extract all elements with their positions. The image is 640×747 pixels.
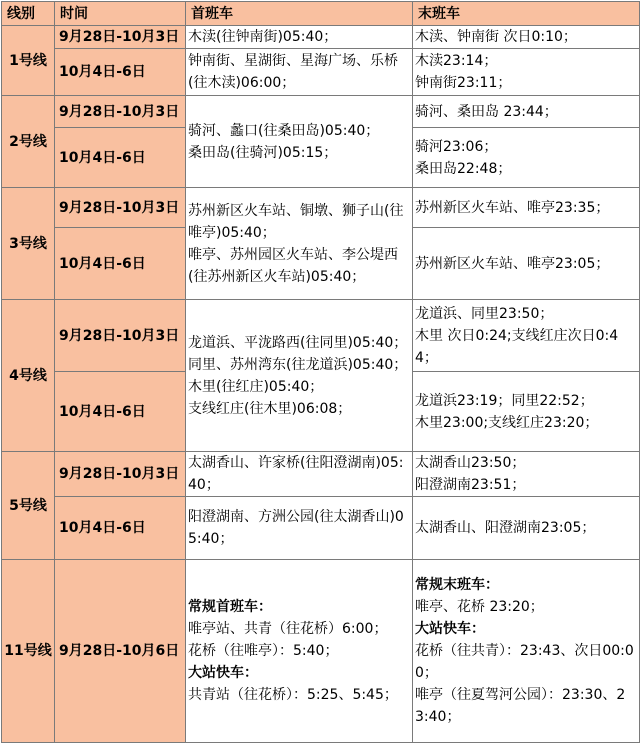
table-row xyxy=(2,96,640,128)
header-row xyxy=(2,2,640,26)
table-row xyxy=(2,497,640,560)
first-train-cell: 木渎(往钟南街)05:40； xyxy=(186,26,413,49)
last-train-cell: 苏州新区火车站、唯亭23:35； xyxy=(413,188,640,228)
first-train-cell: 龙道浜、平泷路西(往同里)05:40； 同里、苏州湾东(往龙道浜)05:40； 木里(往红庄)05:40； 支线红庄(往木里)06:08； xyxy=(186,300,413,452)
first-train-cell: 骑河、蠡口(往桑田岛)05:40； 桑田岛(往骑河)05:15； xyxy=(186,96,413,188)
first-train-cell: 苏州新区火车站、铜墩、狮子山(往唯亭)05:40； 唯亭、苏州园区火车站、李公堤西(往苏州新区火车站)05:40； xyxy=(186,188,413,300)
line-name: 2号线 xyxy=(2,96,55,188)
table-row xyxy=(2,300,640,372)
express-label: 大站快车： xyxy=(188,665,258,681)
metro-schedule-table xyxy=(1,1,640,743)
table-row xyxy=(2,49,640,96)
time-range: 9月28日-10月3日 xyxy=(55,188,186,228)
time-range: 9月28日-10月3日 xyxy=(55,300,186,372)
express-label: 大站快车： xyxy=(415,621,485,637)
table-row xyxy=(2,452,640,497)
regular-last-train-label: 常规末班车： xyxy=(415,577,499,593)
header-line: 线别 xyxy=(2,2,55,26)
first-train-cell: 钟南街、星湖街、星海广场、乐桥(往木渎)06:00； xyxy=(186,49,413,96)
last-train-cell: 苏州新区火车站、唯亭23:05； xyxy=(413,228,640,300)
last-train-cell: 常规末班车： 唯亭、花桥 23:20； 大站快车： 花桥（往共青）：23:43、次日00:00； 唯亭（往夏驾河公园）：23:30、23:40； xyxy=(413,560,640,743)
header-last-train: 末班车 xyxy=(413,2,640,26)
time-range: 9月28日-10月3日 xyxy=(55,452,186,497)
last-train-cell: 木渎23:14； 钟南街23:11； xyxy=(413,49,640,96)
first-train-cell: 太湖香山、许家桥(往阳澄湖南)05:40； xyxy=(186,452,413,497)
last-train-cell: 骑河、桑田岛 23:44； xyxy=(413,96,640,128)
time-range: 9月28日-10月6日 xyxy=(55,560,186,743)
last-train-cell: 太湖香山、阳澄湖南23:05； xyxy=(413,497,640,560)
last-train-cell: 太湖香山23:50； 阳澄湖南23:51； xyxy=(413,452,640,497)
last-train-cell: 木渎、钟南街 次日0:10； xyxy=(413,26,640,49)
first-train-cell: 常规首班车： 唯亭站、共青（往花桥）6:00； 花桥（往唯亭）：5:40； 大站快车： 共青站（往花桥）：5:25、5:45； xyxy=(186,560,413,743)
line-name: 3号线 xyxy=(2,188,55,300)
time-range: 10月4日-6日 xyxy=(55,228,186,300)
line-name: 5号线 xyxy=(2,452,55,560)
time-range: 10月4日-6日 xyxy=(55,497,186,560)
last-train-cell: 骑河23:06； 桑田岛22:48； xyxy=(413,128,640,188)
table-row xyxy=(2,560,640,743)
last-train-cell: 龙道浜23:19；同里22:52； 木里23:00;支线红庄23:20； xyxy=(413,372,640,452)
time-range: 10月4日-6日 xyxy=(55,372,186,452)
last-train-cell: 龙道浜、同里23:50； 木里 次日0:24;支线红庄次日0:44； xyxy=(413,300,640,372)
line-name: 4号线 xyxy=(2,300,55,452)
line-name: 11号线 xyxy=(2,560,55,743)
regular-first-train-label: 常规首班车： xyxy=(188,599,272,615)
time-range: 9月28日-10月3日 xyxy=(55,96,186,128)
time-range: 9月28日-10月3日 xyxy=(55,26,186,49)
time-range: 10月4日-6日 xyxy=(55,128,186,188)
header-first-train: 首班车 xyxy=(186,2,413,26)
header-time: 时间 xyxy=(55,2,186,26)
first-train-cell: 阳澄湖南、方洲公园(往太湖香山)05:40； xyxy=(186,497,413,560)
table-row xyxy=(2,26,640,49)
line-name: 1号线 xyxy=(2,26,55,96)
table-row xyxy=(2,188,640,228)
time-range: 10月4日-6日 xyxy=(55,49,186,96)
